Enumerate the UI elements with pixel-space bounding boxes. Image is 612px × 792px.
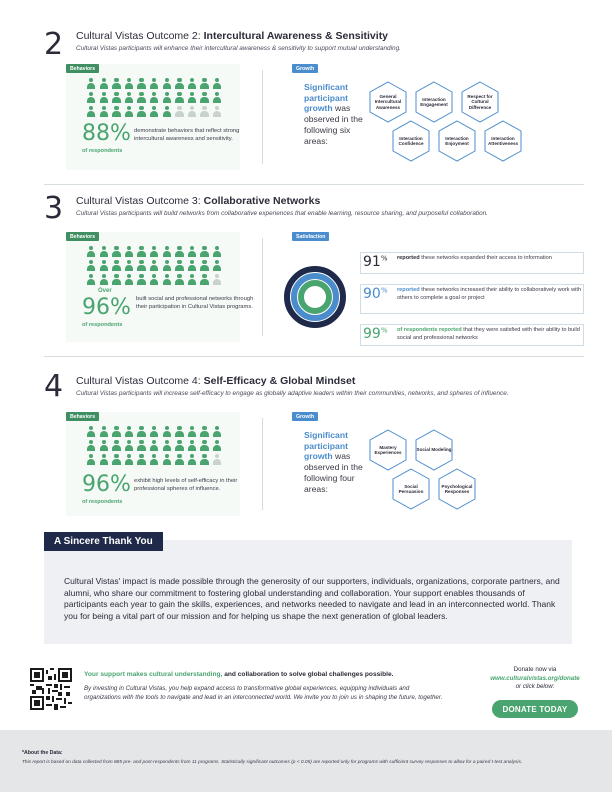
stat-lead: reported (397, 287, 420, 293)
hexagon-label: Social Persuasion (398, 483, 424, 494)
person-icon (149, 426, 159, 438)
person-icon (149, 78, 159, 90)
divider (262, 418, 263, 510)
stat-value: 99 (363, 326, 381, 342)
person-icon (149, 274, 159, 286)
person-icon (99, 92, 109, 104)
hexagon-label: Social Modeling (416, 447, 452, 453)
people-grid (86, 426, 225, 466)
hexagon (458, 80, 502, 124)
percent-caption: of respondents (82, 148, 123, 154)
person-icon (199, 454, 209, 466)
hexagon (366, 80, 410, 124)
support-title (84, 671, 393, 678)
thank-you-title: A Sincere Thank You (44, 532, 163, 551)
person-icon (111, 246, 121, 258)
person-icon (136, 274, 146, 286)
person-icon (86, 106, 96, 118)
donate-line1: Donate now via (513, 666, 557, 673)
person-icon (99, 426, 109, 438)
person-icon (187, 106, 197, 118)
footer (0, 730, 612, 792)
outcome-title-bold: Collaborative Networks (203, 195, 321, 207)
person-icon (86, 78, 96, 90)
person-icon (86, 246, 96, 258)
donate-url-link[interactable]: www.culturalvistas.org/donate (490, 674, 580, 682)
stat-desc: these networks expanded their access to information (419, 255, 552, 261)
stat-lead: of respondents reported (397, 327, 462, 333)
person-icon (212, 454, 222, 466)
outcome-number: 2 (44, 27, 64, 62)
person-icon (86, 454, 96, 466)
stat-row (360, 324, 584, 346)
person-icon (86, 274, 96, 286)
person-icon (174, 274, 184, 286)
hexagon-label: Interaction Confidence (398, 135, 424, 146)
outcome-subtitle: Cultural Vistas participants will enhance their intercultural awareness & sensitivity to support mutual understanding. (76, 45, 401, 52)
person-icon (212, 106, 222, 118)
person-icon (174, 426, 184, 438)
percent-value: 96% (82, 472, 131, 497)
growth-rest: was observed in the following four areas: (304, 451, 363, 494)
person-icon (111, 426, 121, 438)
people-grid (86, 246, 225, 286)
footer-body: This report is based on data collected from 885 pre- and post-respondents from 11 programs. Statistically significant outcomes (p < 0.05) are reported only for programs with sufficient survey responses to allow for a paired t-test analysis. (22, 760, 523, 765)
hexagon-label: Respect for Cultural Difference (467, 93, 493, 110)
person-icon (174, 454, 184, 466)
stat-row (360, 252, 584, 274)
outcome-title (76, 195, 320, 207)
person-icon (212, 274, 222, 286)
stat-value: 90 (363, 286, 381, 302)
person-icon (124, 106, 134, 118)
person-icon (162, 106, 172, 118)
behaviors-tag: Behaviors (66, 412, 99, 421)
hexagon-label: Interaction Enjoyment (445, 135, 469, 146)
person-icon (174, 246, 184, 258)
person-icon (124, 260, 134, 272)
outcome-title-prefix: Cultural Vistas Outcome 2: (76, 30, 204, 42)
stat-lead: reported (397, 255, 420, 261)
person-icon (111, 78, 121, 90)
person-icon (162, 246, 172, 258)
person-icon (162, 454, 172, 466)
person-icon (149, 92, 159, 104)
satisfaction-tag: Satisfaction (292, 232, 329, 241)
stat-text (397, 287, 583, 302)
outcome-title-prefix: Cultural Vistas Outcome 3: (76, 195, 204, 207)
hexagon-label: Interaction Attentiveness (487, 135, 519, 146)
person-icon (174, 78, 184, 90)
satisfaction-rings (282, 264, 348, 330)
person-icon (149, 106, 159, 118)
person-icon (136, 106, 146, 118)
person-icon (149, 440, 159, 452)
person-icon (136, 440, 146, 452)
hexagon (412, 428, 456, 472)
person-icon (187, 454, 197, 466)
person-icon (212, 440, 222, 452)
person-icon (86, 260, 96, 272)
person-icon (174, 92, 184, 104)
person-icon (174, 440, 184, 452)
support-body: By investing in Cultural Vistas, you help expand access to transformative global experiences, equipping individuals and organizations with the tools to navigate and lead in an interconnected world. We invite you to join us in shaping the future, together. (84, 685, 443, 701)
people-grid (86, 78, 225, 118)
outcome-title-bold: Self-Efficacy & Global Mindset (203, 375, 356, 387)
person-icon (111, 92, 121, 104)
percent-description: demonstrate behaviors that reflect strong intercultural awareness and sensitivity. (134, 128, 240, 142)
person-icon (149, 260, 159, 272)
person-icon (124, 440, 134, 452)
person-icon (187, 260, 197, 272)
donate-info (480, 666, 590, 692)
hexagon (389, 467, 433, 511)
person-icon (99, 78, 109, 90)
percent-description: exhibit high levels of self-efficacy in their professional spheres of influence. (134, 478, 238, 492)
person-icon (199, 106, 209, 118)
stat-percent-sign: % (380, 326, 388, 335)
person-icon (124, 274, 134, 286)
percent-value: 96% (82, 295, 131, 320)
percent-caption: of respondents (82, 322, 123, 328)
percent-description: built social and professional networks through their participation in Cultural Vistas programs. (136, 296, 254, 310)
growth-rest: was observed in the following six areas: (304, 103, 363, 146)
hexagon (435, 119, 479, 163)
person-icon (199, 440, 209, 452)
person-icon (111, 106, 121, 118)
person-icon (212, 92, 222, 104)
footer-title: *About the Data: (22, 750, 63, 756)
growth-text (304, 430, 366, 494)
outcome-subtitle: Cultural Vistas participants will increase self-efficacy to engage as globally adaptive leaders within their communities, networks, and spheres of influence. (76, 390, 509, 397)
divider (262, 70, 263, 164)
person-icon (162, 440, 172, 452)
growth-tag: Growth (292, 412, 318, 421)
person-icon (136, 246, 146, 258)
person-icon (136, 426, 146, 438)
person-icon (86, 426, 96, 438)
person-icon (187, 440, 197, 452)
growth-highlight: Significant participant growth (304, 82, 348, 114)
behaviors-tag: Behaviors (66, 232, 99, 241)
person-icon (174, 260, 184, 272)
stat-percent-sign: % (380, 254, 388, 263)
growth-tag: Growth (292, 64, 318, 73)
hexagon (412, 80, 456, 124)
person-icon (124, 426, 134, 438)
hexagon-label: Psychological Responses (441, 483, 473, 494)
person-icon (99, 454, 109, 466)
hexagon-label: General Intercultural Awareness (374, 93, 402, 110)
hexagon (389, 119, 433, 163)
person-icon (187, 426, 197, 438)
over-label: Over (98, 288, 112, 294)
stat-percent-sign: % (380, 286, 388, 295)
person-icon (187, 274, 197, 286)
stat-value: 91 (363, 254, 381, 270)
person-icon (149, 454, 159, 466)
person-icon (136, 454, 146, 466)
person-icon (212, 246, 222, 258)
person-icon (162, 426, 172, 438)
person-icon (99, 106, 109, 118)
support-title-green: Your support makes cultural understanding, (84, 671, 223, 678)
person-icon (99, 260, 109, 272)
person-icon (111, 274, 121, 286)
outcome-title-prefix: Cultural Vistas Outcome 4: (76, 375, 204, 387)
stat-number (363, 254, 387, 270)
thank-you-body: Cultural Vistas' impact is made possible through the generosity of our supporters, individuals, organizations, corporate partners, and alumni, who share our commitment to fostering global understanding and collaboration. Your support enables thousands of participants each year to gain the skills, experiences, and networks needed to navigate and lead in an interconnected world. Thank you for being a vital part of our mission and for helping us shape the next generation of global leaders. (64, 576, 560, 622)
outcome-title (76, 375, 355, 387)
hexagon (481, 119, 525, 163)
person-icon (86, 92, 96, 104)
stat-number (363, 326, 387, 342)
hexagon-label: Interaction Engagement (420, 96, 448, 107)
person-icon (187, 92, 197, 104)
person-icon (199, 78, 209, 90)
hexagon (366, 428, 410, 472)
behaviors-tag: Behaviors (66, 64, 99, 73)
donate-line3: or click below: (515, 683, 555, 691)
person-icon (212, 260, 222, 272)
behaviors-panel (66, 412, 240, 516)
outcome-title (76, 30, 388, 42)
stat-desc: that they were satisfied with their ability to build social and professional networks (397, 327, 580, 341)
person-icon (124, 78, 134, 90)
person-icon (162, 92, 172, 104)
person-icon (187, 78, 197, 90)
person-icon (136, 92, 146, 104)
stat-row (360, 284, 584, 314)
stat-text (397, 327, 583, 342)
person-icon (111, 440, 121, 452)
person-icon (136, 260, 146, 272)
thank-you-box (44, 536, 572, 644)
person-icon (136, 78, 146, 90)
stat-text (397, 255, 583, 263)
person-icon (124, 246, 134, 258)
outcome-title-bold: Intercultural Awareness & Sensitivity (203, 30, 389, 42)
person-icon (124, 92, 134, 104)
qr-code[interactable] (30, 668, 72, 710)
person-icon (174, 106, 184, 118)
person-icon (99, 440, 109, 452)
person-icon (99, 246, 109, 258)
hexagon-label: Mastery Experiences (374, 444, 402, 455)
behaviors-panel (66, 64, 240, 170)
person-icon (199, 260, 209, 272)
person-icon (111, 454, 121, 466)
stat-number (363, 286, 387, 302)
percent-caption: of respondents (82, 499, 123, 505)
person-icon (124, 454, 134, 466)
person-icon (162, 274, 172, 286)
person-icon (162, 78, 172, 90)
section-divider (44, 356, 584, 357)
person-icon (199, 426, 209, 438)
behaviors-panel (66, 232, 254, 342)
percent-value: 88% (82, 121, 131, 146)
outcome-number: 3 (44, 191, 64, 226)
person-icon (111, 260, 121, 272)
person-icon (199, 246, 209, 258)
person-icon (86, 440, 96, 452)
outcome-subtitle: Cultural Vistas participants will build networks from collaborative experiences that enable learning, resource sharing, and purposeful collaboration. (76, 210, 488, 217)
person-icon (199, 274, 209, 286)
hexagon (435, 467, 479, 511)
growth-text (304, 82, 366, 146)
person-icon (212, 426, 222, 438)
divider (262, 238, 263, 336)
stat-desc: these networks increased their ability to collaboratively work with others to complete a goal or project (397, 287, 582, 301)
donate-today-button[interactable]: DONATE TODAY (492, 700, 578, 718)
person-icon (162, 260, 172, 272)
section-divider (44, 184, 584, 185)
person-icon (149, 246, 159, 258)
person-icon (212, 78, 222, 90)
person-icon (99, 274, 109, 286)
outcome-number: 4 (44, 369, 64, 404)
growth-highlight: Significant participant growth (304, 430, 348, 462)
person-icon (187, 246, 197, 258)
person-icon (199, 92, 209, 104)
support-title-rest: and collaboration to solve global challenges possible. (222, 671, 394, 678)
